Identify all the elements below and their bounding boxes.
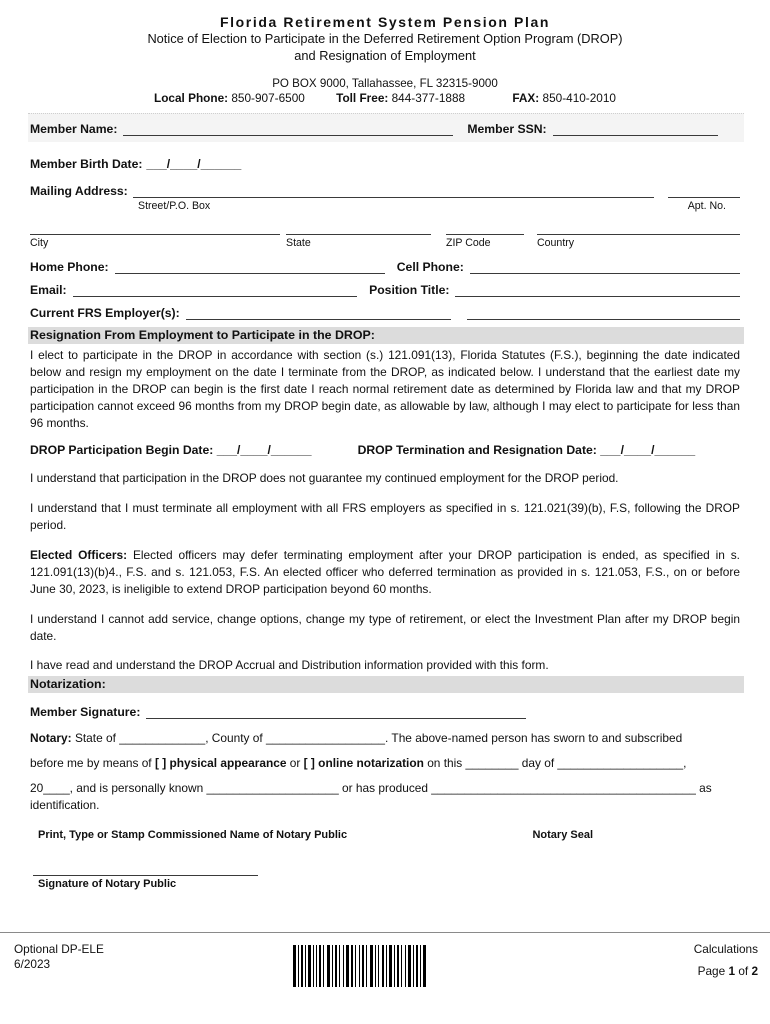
email-field[interactable] [73, 284, 358, 297]
elected-officers-label: Elected Officers: [30, 548, 128, 562]
city-field[interactable] [30, 234, 280, 235]
notarization-section-heading: Notarization: [28, 676, 744, 693]
position-title-label: Position Title: [369, 283, 450, 297]
resignation-paragraph-1: I elect to participate in the DROP in accordance with section (s.) 121.091(13), Florida Statutes (F.S.), beginning the date indicated below and resign my employment on the date I terminate from the DROP, as indicated below. I understand that the earliest date my participation in the DROP can begin is the first date I reach normal retirement date as determined by Florida law and that my DROP participation cannot exceed 96 months from my DROP begin date, as allowable by law, although I may elect to participate for less than 96 months. [30, 348, 740, 430]
mailing-address-label: Mailing Address: [30, 184, 128, 198]
zip-code-label: ZIP Code [446, 237, 491, 249]
city-label: City [30, 237, 49, 249]
member-name-row [28, 113, 744, 142]
member-name-label: Member Name: [30, 122, 118, 136]
resignation-paragraph-5: I understand I cannot add service, change options, change my type of retirement, or elect the Investment Plan after my DROP begin date. [30, 612, 740, 643]
local-phone-label: Local Phone: [154, 91, 229, 105]
notary-line-3: 20____, and is personally known ____________________ or has produced ________________________________________ as identification. [30, 781, 712, 812]
email-row [30, 283, 740, 297]
notary-label: Notary: [30, 731, 72, 745]
resignation-section-heading: Resignation From Employment to Participate in the DROP: [28, 327, 744, 344]
termination-date-label: DROP Termination and Resignation Date: [357, 443, 597, 457]
form-revision-date: 6/2023 [14, 957, 51, 971]
email-label: Email: [30, 283, 67, 297]
begin-date-group [30, 443, 312, 457]
zip-field[interactable] [446, 234, 524, 235]
member-signature-field[interactable] [146, 706, 526, 719]
fax-label: FAX: [512, 91, 540, 105]
notary-line-1-text: State of _____________, County of __________________. The above-named person has sworn to and subscribed [74, 731, 683, 745]
form-title: Florida Retirement System Pension Plan [220, 14, 550, 30]
physical-appearance-checkbox[interactable]: [ ] physical appearance [154, 756, 287, 770]
notary-line-2-pre: before me by means of [30, 756, 152, 770]
elected-officers-paragraph [30, 547, 740, 598]
page-indicator [694, 964, 758, 978]
online-notarization-checkbox[interactable]: [ ] online notarization [303, 756, 424, 770]
city-state-zip-row [30, 234, 740, 249]
member-signature-row [30, 705, 740, 719]
contact-phones [30, 91, 740, 105]
begin-date-field[interactable]: ___/____/______ [216, 443, 312, 457]
po-box-address: PO BOX 9000, Tallahassee, FL 32315-9000 [272, 77, 498, 90]
member-info-section [30, 113, 740, 320]
form-code: Optional DP-ELE [14, 942, 104, 956]
home-phone-label: Home Phone: [30, 260, 109, 274]
cell-phone-field[interactable] [470, 261, 740, 274]
elected-officers-text: Elected officers may defer terminating employment after your DROP participation is ended, as specified in s. 121.091(13)(b)4., F.S. and s. 121.053, F.S. An elected officer who deferred termination as provided in s. 121.053, F.S., on or before June 30, 2023, is ineligible to extend DROP participation beyond 60 months. [30, 548, 740, 596]
page-number: 1 [728, 964, 736, 978]
apt-field[interactable] [668, 185, 740, 198]
resignation-paragraph-6: I have read and understand the DROP Accrual and Distribution information provided with this form. [30, 658, 549, 672]
notary-name-label: Print, Type or Stamp Commissioned Name of Notary Public [38, 829, 348, 841]
page-total: 2 [751, 964, 758, 978]
barcode [293, 945, 428, 992]
employer-row [30, 306, 740, 320]
resignation-paragraph-2: I understand that participation in the DROP does not guarantee my continued employment for the DROP period. [30, 471, 619, 485]
position-title-field[interactable] [455, 284, 740, 297]
termination-date-group [358, 443, 696, 457]
calculations-label: Calculations [693, 942, 758, 956]
notary-line-2-or: or [289, 756, 301, 770]
drop-dates-row [30, 443, 740, 457]
birth-date-field[interactable]: ___/____/______ [146, 157, 242, 171]
form-footer [0, 932, 770, 1024]
street-po-box-label: Street/P.O. Box [138, 200, 211, 212]
notary-line-2-rest: on this ________ day of ___________________, [427, 756, 687, 770]
birth-date-row [30, 157, 740, 171]
page-info-block [694, 942, 758, 978]
street-field[interactable] [133, 185, 654, 198]
state-field[interactable] [286, 234, 431, 235]
country-cell [537, 234, 740, 249]
home-phone-field[interactable] [115, 261, 385, 274]
cell-phone-label: Cell Phone: [396, 260, 464, 274]
notary-line-1 [30, 730, 740, 747]
mailing-address-row [30, 184, 740, 198]
local-phone-value: 850-907-6500 [231, 91, 305, 105]
member-ssn-label: Member SSN: [467, 122, 547, 136]
page-word: Page [697, 964, 726, 978]
termination-date-field[interactable]: ___/____/______ [600, 443, 696, 457]
state-label: State [286, 237, 311, 249]
notary-line-2 [30, 755, 740, 772]
form-subtitle-1: Notice of Election to Participate in the Deferred Retirement Option Program (DROP) [147, 31, 623, 46]
member-ssn-field[interactable] [553, 123, 718, 136]
form-subtitle-2: and Resignation of Employment [294, 48, 476, 63]
city-cell [30, 234, 280, 249]
country-label: Country [537, 237, 575, 249]
apt-no-label: Apt. No. [687, 200, 726, 212]
toll-free-value: 844-377-1888 [391, 91, 466, 105]
toll-free-label: Toll Free: [336, 91, 389, 105]
begin-date-label: DROP Participation Begin Date: [30, 443, 214, 457]
member-signature-label: Member Signature: [30, 705, 141, 719]
fax-value: 850-410-2010 [542, 91, 616, 105]
notary-seal-label: Notary Seal [532, 829, 593, 841]
member-name-field[interactable] [123, 123, 453, 136]
frs-employer-label: Current FRS Employer(s): [30, 306, 180, 320]
form-header [30, 10, 740, 105]
notary-signature-label: Signature of Notary Public [38, 878, 177, 890]
frs-employer-field-2[interactable] [467, 307, 740, 320]
zip-cell [446, 234, 524, 249]
notary-signature-field[interactable] [33, 875, 258, 876]
barcode-icon [293, 945, 428, 987]
resignation-paragraph-3: I understand that I must terminate all employment with all FRS employers as specified in s. 121.021(39)(b), F.S, following the DROP period. [30, 501, 740, 532]
form-code-block [14, 942, 104, 978]
page-of-word: of [738, 964, 749, 978]
birth-date-label: Member Birth Date: [30, 157, 143, 171]
frs-employer-field-1[interactable] [186, 307, 451, 320]
phones-row [30, 260, 740, 274]
country-field[interactable] [537, 234, 740, 235]
notary-meta-row [30, 829, 740, 841]
state-cell [286, 234, 431, 249]
mailing-sublabels [30, 200, 740, 212]
